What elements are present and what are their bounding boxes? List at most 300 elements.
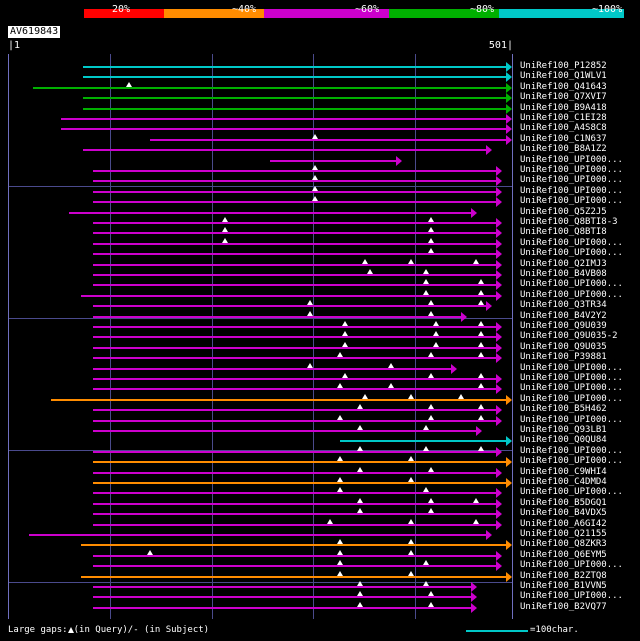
hit-label[interactable]: UniRef100_B2VQ77 xyxy=(520,601,607,612)
hit-label[interactable]: UniRef100_B8A1Z2 xyxy=(520,144,607,155)
alignment-bar xyxy=(93,472,496,474)
query-gap-marker-icon xyxy=(428,238,434,243)
alignment-arrow-icon xyxy=(496,416,502,426)
query-gap-marker-icon xyxy=(342,373,348,378)
alignment-row[interactable] xyxy=(9,603,512,613)
footer xyxy=(0,621,640,641)
query-gap-marker-icon xyxy=(337,352,343,357)
alignment-row[interactable] xyxy=(9,93,512,103)
hit-label[interactable]: UniRef100_Q41643 xyxy=(520,81,607,92)
alignment-row[interactable] xyxy=(9,187,512,197)
alignment-arrow-icon xyxy=(496,468,502,478)
hit-label[interactable]: UniRef100_Q1WLV1 xyxy=(520,71,607,82)
alignment-bar xyxy=(93,513,496,515)
hit-label[interactable]: UniRef100_UPI000... xyxy=(520,456,623,467)
alignment-bar xyxy=(93,232,496,234)
alignment-row[interactable] xyxy=(9,343,512,353)
alignment-row[interactable] xyxy=(9,353,512,363)
hit-label[interactable]: UniRef100_UPI000... xyxy=(520,237,623,248)
hit-label[interactable]: UniRef100_B5H462 xyxy=(520,404,607,415)
alignment-arrow-icon xyxy=(496,187,502,197)
alignment-arrow-icon xyxy=(471,592,477,602)
hit-label[interactable]: UniRef100_B2ZTQ8 xyxy=(520,570,607,581)
alignment-arrow-icon xyxy=(506,104,512,114)
alignment-arrow-icon xyxy=(496,197,502,207)
query-gap-marker-icon xyxy=(478,300,484,305)
alignment-arrow-icon xyxy=(496,343,502,353)
query-gap-marker-icon xyxy=(423,446,429,451)
query-gap-marker-icon xyxy=(357,602,363,607)
hit-label[interactable]: UniRef100_Q6EYM5 xyxy=(520,549,607,560)
alignment-bar xyxy=(93,461,506,463)
query-gap-marker-icon xyxy=(433,331,439,336)
alignment-arrow-icon xyxy=(506,93,512,103)
query-gap-marker-icon xyxy=(428,467,434,472)
query-gap-marker-icon xyxy=(388,363,394,368)
query-gap-marker-icon xyxy=(473,519,479,524)
hit-label[interactable]: UniRef100_B4V2Y2 xyxy=(520,310,607,321)
query-gap-marker-icon xyxy=(478,383,484,388)
alignment-arrow-icon xyxy=(496,176,502,186)
alignment-row[interactable] xyxy=(9,499,512,509)
alignment-row[interactable] xyxy=(9,364,512,374)
query-gap-marker-icon xyxy=(428,311,434,316)
hit-label[interactable]: UniRef100_B4VDX5 xyxy=(520,508,607,519)
alignment-bar xyxy=(93,222,496,224)
ruler-end-label: 501| xyxy=(488,40,513,51)
query-gap-marker-icon xyxy=(147,550,153,555)
gap-legend xyxy=(8,625,209,635)
alignment-row[interactable] xyxy=(9,582,512,592)
query-gap-marker-icon xyxy=(428,352,434,357)
alignment-bar xyxy=(270,160,396,162)
query-gap-marker-icon xyxy=(362,394,368,399)
query-gap-marker-icon xyxy=(428,300,434,305)
alignment-row[interactable] xyxy=(9,249,512,259)
gap-legend-suffix: (in Query)/- (in Subject) xyxy=(73,625,210,635)
alignment-row[interactable] xyxy=(9,540,512,550)
query-gap-marker-icon xyxy=(357,591,363,596)
alignment-row[interactable] xyxy=(9,145,512,155)
alignment-arrow-icon xyxy=(496,353,502,363)
alignment-arrow-icon xyxy=(451,364,457,374)
alignment-row[interactable] xyxy=(9,530,512,540)
alignment-bar xyxy=(33,87,506,89)
alignment-bar xyxy=(81,295,496,297)
query-gap-marker-icon xyxy=(428,591,434,596)
alignment-arrow-icon xyxy=(461,312,467,322)
hit-label[interactable]: UniRef100_UPI000... xyxy=(520,362,623,373)
alignment-arrow-icon xyxy=(486,530,492,540)
hit-label[interactable]: UniRef100_UPI000... xyxy=(520,154,623,165)
query-gap-marker-icon xyxy=(423,279,429,284)
query-gap-marker-icon xyxy=(408,259,414,264)
query-gap-marker-icon xyxy=(342,321,348,326)
alignment-arrow-icon xyxy=(496,166,502,176)
query-gap-marker-icon xyxy=(423,487,429,492)
hit-label[interactable]: UniRef100_UPI000... xyxy=(520,445,623,456)
query-gap-marker-icon xyxy=(408,539,414,544)
query-gap-marker-icon xyxy=(357,425,363,430)
alignment-row[interactable] xyxy=(9,291,512,301)
gap-legend-prefix: Large gaps: xyxy=(8,625,68,635)
alignment-arrow-icon xyxy=(506,124,512,134)
alignment-row[interactable] xyxy=(9,83,512,93)
alignment-row[interactable] xyxy=(9,135,512,145)
alignment-bar xyxy=(93,378,496,380)
query-gap-marker-icon xyxy=(478,321,484,326)
legend-label-2: ~60% xyxy=(355,4,380,15)
alignment-row[interactable] xyxy=(9,457,512,467)
hit-label[interactable]: UniRef100_B4VB08 xyxy=(520,269,607,279)
query-gap-marker-icon xyxy=(357,404,363,409)
alignment-arrow-icon xyxy=(506,395,512,405)
query-gap-marker-icon xyxy=(307,363,313,368)
hit-label[interactable]: UniRef100_P39881 xyxy=(520,352,607,363)
alignment-arrow-icon xyxy=(471,208,477,218)
alignment-bar xyxy=(93,524,496,526)
alignment-bar xyxy=(93,201,496,203)
query-gap-marker-icon xyxy=(428,248,434,253)
alignment-bar xyxy=(93,555,496,557)
alignment-bar xyxy=(81,544,506,546)
legend-label-0: 20% xyxy=(112,4,131,15)
hit-label[interactable]: UniRef100_UPI000... xyxy=(520,591,623,602)
query-gap-marker-icon xyxy=(357,446,363,451)
query-gap-marker-icon xyxy=(408,571,414,576)
query-gap-marker-icon xyxy=(423,269,429,274)
hit-label[interactable]: UniRef100_UPI000... xyxy=(520,185,623,196)
alignment-row[interactable] xyxy=(9,436,512,446)
alignment-arrow-icon xyxy=(496,270,502,280)
query-gap-marker-icon xyxy=(307,311,313,316)
alignment-bar xyxy=(93,305,486,307)
alignment-bar xyxy=(51,399,506,401)
query-gap-marker-icon xyxy=(433,342,439,347)
alignment-bar xyxy=(83,66,506,68)
query-gap-marker-icon xyxy=(428,602,434,607)
hit-label[interactable]: UniRef100_C1EI28 xyxy=(520,113,607,123)
query-gap-marker-icon xyxy=(357,498,363,503)
query-gap-marker-icon xyxy=(222,217,228,222)
alignment-bar xyxy=(93,253,496,255)
query-gap-marker-icon xyxy=(423,290,429,295)
alignment-bar xyxy=(61,118,506,120)
alignment-row[interactable] xyxy=(9,62,512,72)
alignment-row[interactable] xyxy=(9,384,512,394)
alignment-arrow-icon xyxy=(496,405,502,415)
alignment-row[interactable] xyxy=(9,572,512,582)
alignment-bar xyxy=(29,534,486,536)
alignment-bar xyxy=(83,76,506,78)
hit-label[interactable]: UniRef100_Q9U035-2 xyxy=(520,331,618,342)
alignment-arrow-icon xyxy=(496,228,502,238)
hit-label[interactable]: UniRef100_UPI000... xyxy=(520,289,623,300)
alignment-arrow-icon xyxy=(496,291,502,301)
query-gap-marker-icon xyxy=(312,196,318,201)
hit-label[interactable]: UniRef100_Q7XVI7 xyxy=(520,92,607,103)
alignment-row[interactable] xyxy=(9,114,512,124)
alignment-row[interactable] xyxy=(9,447,512,457)
alignment-arrow-icon xyxy=(496,447,502,457)
alignment-row[interactable] xyxy=(9,104,512,114)
query-gap-marker-icon xyxy=(428,227,434,232)
alignment-row[interactable] xyxy=(9,488,512,498)
alignment-row[interactable] xyxy=(9,509,512,519)
alignment-arrow-icon xyxy=(476,426,482,436)
alignment-row[interactable] xyxy=(9,270,512,280)
alignment-arrow-icon xyxy=(496,551,502,561)
scale-bar xyxy=(466,630,528,632)
alignment-arrow-icon xyxy=(496,488,502,498)
query-gap-marker-icon xyxy=(478,404,484,409)
alignment-bar xyxy=(93,326,496,328)
hit-label[interactable]: UniRef100_UPI000... xyxy=(520,560,623,571)
hit-label[interactable]: UniRef100_UPI000... xyxy=(520,196,623,207)
alignment-bar xyxy=(83,149,486,151)
alignment-arrow-icon xyxy=(506,83,512,93)
query-gap-marker-icon xyxy=(478,415,484,420)
alignment-arrow-icon xyxy=(496,332,502,342)
query-gap-marker-icon xyxy=(478,446,484,451)
alignment-arrow-icon xyxy=(471,582,477,592)
alignment-bar xyxy=(93,336,496,338)
query-gap-marker-icon xyxy=(408,519,414,524)
alignment-bar xyxy=(83,97,506,99)
alignment-arrow-icon xyxy=(506,457,512,467)
legend-label-4: ~100% xyxy=(592,4,623,15)
alignment-row[interactable] xyxy=(9,208,512,218)
alignment-row[interactable] xyxy=(9,166,512,176)
query-gap-marker-icon xyxy=(357,508,363,513)
identity-legend xyxy=(8,4,632,22)
query-gap-marker-icon xyxy=(312,165,318,170)
query-gap-marker-icon xyxy=(342,331,348,336)
alignment-bar xyxy=(93,264,496,266)
hit-label[interactable]: UniRef100_A4S8C8 xyxy=(520,123,607,134)
legend-label-1: ~40% xyxy=(232,4,257,15)
query-gap-marker-icon xyxy=(478,331,484,336)
alignment-arrow-icon xyxy=(506,135,512,145)
hit-label[interactable]: UniRef100_Q93LB1 xyxy=(520,425,607,435)
alignment-row[interactable] xyxy=(9,561,512,571)
query-gap-marker-icon xyxy=(327,519,333,524)
alignment-arrow-icon xyxy=(496,218,502,228)
alignment-row[interactable] xyxy=(9,156,512,166)
alignment-bar xyxy=(93,357,496,359)
hit-label[interactable]: UniRef100_Q3TR34 xyxy=(520,300,607,311)
alignment-row[interactable] xyxy=(9,197,512,207)
alignment-row[interactable] xyxy=(9,218,512,228)
alignment-row[interactable] xyxy=(9,478,512,488)
hit-label[interactable]: UniRef100_UPI000... xyxy=(520,414,623,425)
query-gap-marker-icon xyxy=(428,508,434,513)
alignment-arrow-icon xyxy=(496,249,502,259)
hit-label[interactable]: UniRef100_Q8BTI8 xyxy=(520,227,607,238)
alignment-bar xyxy=(93,596,471,598)
alignment-arrow-icon xyxy=(496,280,502,290)
alignment-row[interactable] xyxy=(9,280,512,290)
hit-label[interactable]: UniRef100_Q21155 xyxy=(520,529,607,539)
alignment-arrow-icon xyxy=(496,509,502,519)
query-gap-marker-icon xyxy=(312,175,318,180)
alignment-arrow-icon xyxy=(496,561,502,571)
alignment-bar xyxy=(93,191,496,193)
query-gap-marker-icon xyxy=(126,82,132,87)
alignment-bar xyxy=(93,503,496,505)
hit-label[interactable]: UniRef100_Q8ZKR3 xyxy=(520,539,607,550)
alignment-row[interactable] xyxy=(9,72,512,82)
query-gap-marker-icon xyxy=(337,487,343,492)
alignment-row[interactable] xyxy=(9,592,512,602)
alignment-bar xyxy=(93,586,471,588)
alignment-row[interactable] xyxy=(9,124,512,134)
alignment-bar xyxy=(93,170,496,172)
alignment-row[interactable] xyxy=(9,176,512,186)
query-gap-marker-icon xyxy=(428,404,434,409)
query-gap-marker-icon xyxy=(367,269,373,274)
alignment-bar xyxy=(93,180,496,182)
query-gap-marker-icon xyxy=(362,259,368,264)
hit-label[interactable]: UniRef100_UPI000... xyxy=(520,487,623,498)
query-gap-marker-icon xyxy=(337,477,343,482)
alignment-plot xyxy=(8,54,513,619)
query-gap-marker-icon xyxy=(337,383,343,388)
query-gap-marker-icon xyxy=(478,290,484,295)
query-gap-marker-icon xyxy=(428,498,434,503)
query-gap-marker-icon xyxy=(473,259,479,264)
query-gap-marker-icon xyxy=(388,383,394,388)
query-gap-marker-icon xyxy=(337,456,343,461)
query-gap-marker-icon xyxy=(473,498,479,503)
alignment-bar xyxy=(81,576,506,578)
query-name: AV619843 xyxy=(10,26,59,37)
query-gap-marker-icon xyxy=(312,134,318,139)
query-gap-marker-icon xyxy=(428,373,434,378)
alignment-bar xyxy=(93,409,496,411)
hit-label[interactable]: UniRef100_C1N637 xyxy=(520,133,607,144)
alignment-row[interactable] xyxy=(9,239,512,249)
alignment-arrow-icon xyxy=(496,374,502,384)
hit-label[interactable]: UniRef100_B9A418 xyxy=(520,102,607,113)
query-gap-marker-icon xyxy=(337,550,343,555)
query-gap-marker-icon xyxy=(428,415,434,420)
alignment-row[interactable] xyxy=(9,374,512,384)
hit-label[interactable]: UniRef100_Q9U039 xyxy=(520,321,607,331)
query-gap-marker-icon xyxy=(423,425,429,430)
alignment-bar xyxy=(93,451,496,453)
alignment-row[interactable] xyxy=(9,416,512,426)
hit-label[interactable]: UniRef100_UPI000... xyxy=(520,175,623,186)
hit-label[interactable]: UniRef100_UPI000... xyxy=(520,393,623,404)
hit-label[interactable]: UniRef100_Q0QU84 xyxy=(520,435,607,446)
alignment-row[interactable] xyxy=(9,426,512,436)
alignment-arrow-icon xyxy=(506,540,512,550)
query-gap-marker-icon xyxy=(478,352,484,357)
query-gap-marker-icon xyxy=(312,186,318,191)
query-gap-marker-icon xyxy=(408,550,414,555)
query-gap-marker-icon xyxy=(408,394,414,399)
hit-label[interactable]: UniRef100_A6GI42 xyxy=(520,518,607,529)
alignment-arrow-icon xyxy=(496,239,502,249)
hit-label[interactable]: UniRef100_C9WHI4 xyxy=(520,466,607,477)
alignment-arrow-icon xyxy=(506,114,512,124)
alignment-bar xyxy=(93,368,450,370)
alignment-bar xyxy=(93,388,496,390)
hit-label[interactable]: UniRef100_UPI000... xyxy=(520,383,623,394)
hit-label[interactable]: UniRef100_B5DGQ1 xyxy=(520,497,607,508)
alignment-bar xyxy=(69,212,471,214)
query-gap-marker-icon xyxy=(222,238,228,243)
alignment-bar xyxy=(93,316,460,318)
alignment-row[interactable] xyxy=(9,551,512,561)
legend-label-3: ~80% xyxy=(470,4,495,15)
query-gap-marker-icon xyxy=(337,415,343,420)
query-gap-marker-icon xyxy=(458,394,464,399)
hit-label[interactable]: UniRef100_UPI000... xyxy=(520,279,623,290)
hit-label[interactable]: UniRef100_UPI000... xyxy=(520,373,623,383)
alignment-arrow-icon xyxy=(496,520,502,530)
alignment-row[interactable] xyxy=(9,395,512,405)
query-gap-marker-icon xyxy=(428,217,434,222)
query-gap-marker-icon xyxy=(478,342,484,347)
alignment-bar xyxy=(93,420,496,422)
query-gap-marker-icon xyxy=(337,539,343,544)
hit-label[interactable]: UniRef100_UPI000... xyxy=(520,165,623,175)
alignment-bar xyxy=(93,243,496,245)
alignment-bar xyxy=(93,274,496,276)
alignment-arrow-icon xyxy=(506,436,512,446)
hit-label[interactable]: UniRef100_Q5Z2J5 xyxy=(520,206,607,217)
alignment-arrow-icon xyxy=(496,384,502,394)
hit-label[interactable]: UniRef100_P12852 xyxy=(520,61,607,71)
alignment-bar xyxy=(93,430,476,432)
alignment-arrow-icon xyxy=(506,572,512,582)
hit-label[interactable]: UniRef100_Q9U035 xyxy=(520,341,607,352)
query-ruler xyxy=(8,40,513,52)
scale-label: =100char. xyxy=(530,625,579,635)
query-gap-marker-icon xyxy=(307,300,313,305)
hit-label[interactable]: UniRef100_C4DMD4 xyxy=(520,477,607,487)
alignment-arrow-icon xyxy=(471,603,477,613)
query-gap-marker-icon xyxy=(478,373,484,378)
alignment-row[interactable] xyxy=(9,520,512,530)
alignment-arrow-icon xyxy=(496,499,502,509)
alignment-row[interactable] xyxy=(9,405,512,415)
alignment-bar xyxy=(93,347,496,349)
hit-label[interactable]: UniRef100_Q2IMJ3 xyxy=(520,258,607,269)
alignment-row[interactable] xyxy=(9,228,512,238)
ruler-start-label: |1 xyxy=(8,40,21,51)
alignment-row[interactable] xyxy=(9,468,512,478)
alignment-arrow-icon xyxy=(506,72,512,82)
hit-label[interactable]: UniRef100_B1VVN5 xyxy=(520,581,607,591)
query-gap-marker-icon xyxy=(408,456,414,461)
hit-label[interactable]: UniRef100_Q8BTI8-3 xyxy=(520,217,618,227)
query-gap-marker-icon xyxy=(222,227,228,232)
alignment-bar xyxy=(93,565,496,567)
alignment-arrow-icon xyxy=(496,260,502,270)
query-gap-marker-icon xyxy=(357,581,363,586)
alignment-row[interactable] xyxy=(9,260,512,270)
alignment-bar xyxy=(93,607,471,609)
alignment-row[interactable] xyxy=(9,301,512,311)
alignment-bar xyxy=(340,440,506,442)
alignment-arrow-icon xyxy=(506,478,512,488)
hit-label[interactable]: UniRef100_UPI000... xyxy=(520,248,623,259)
query-gap-marker-icon xyxy=(337,560,343,565)
query-gap-marker-icon xyxy=(433,321,439,326)
